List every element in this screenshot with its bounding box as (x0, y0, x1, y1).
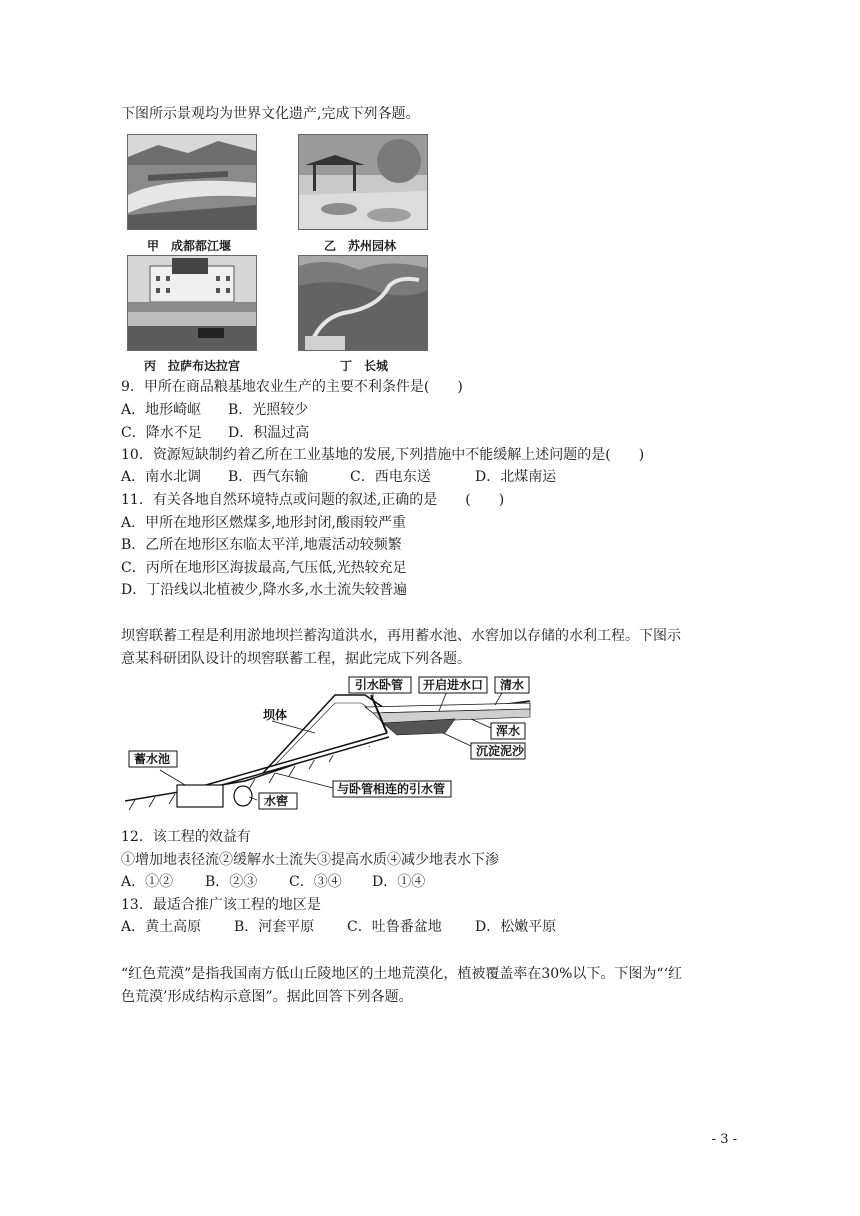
dam-cellar-diagram (125, 673, 535, 819)
option-9a: A．地形崎岖 (121, 402, 202, 418)
option-12a: A．①② (121, 874, 174, 890)
question-9-stem: 9．甲所在商品粮基地农业生产的主要不利条件是( ) (121, 379, 463, 395)
option-12c: C．③④ (289, 874, 342, 890)
option-9c: C．降水不足 (121, 425, 202, 441)
caption-bing: 丙 拉萨布达拉宫 (144, 359, 241, 373)
label-kaiqi: 开启进水口 (423, 678, 484, 692)
intro-text-2-line2: 意某科研团队设计的坝窖联蓄工程，据此完成下列各题。 (121, 651, 471, 667)
caption-jia: 甲 成都都江堰 (147, 239, 232, 253)
question-10-stem: 10．资源短缺制约着乙所在工业基地的发展,下列措施中不能缓解上述问题的是( ) (121, 447, 645, 463)
question-12-options (121, 873, 425, 891)
label-xushuichi: 蓄水池 (134, 752, 171, 766)
option-11a: A．甲所在地形区燃煤多,地形封闭,酸雨较严重 (121, 515, 407, 531)
option-10a: A．南水北调 (121, 469, 202, 485)
photo-dujiangyan (127, 134, 257, 230)
question-10-options (121, 468, 556, 486)
option-11d: D．丁沿线以北植被少,降水多,水土流失较普遍 (121, 582, 408, 598)
intro-text-3-line1: “红色荒漠”是指我国南方低山丘陵地区的土地荒漠化，植被覆盖率在30%以下。下图为“‘红 (121, 966, 683, 982)
page-number: - 3 - (711, 1132, 737, 1147)
option-13c: C．吐鲁番盆地 (347, 919, 442, 935)
caption-ding: 丁 长城 (340, 359, 389, 373)
option-11b: B．乙所在地形区东临太平洋,地震活动较频繁 (121, 537, 402, 553)
label-bati: 坝体 (263, 708, 288, 722)
label-yinshui: 引水卧管 (355, 678, 404, 692)
option-9d: D．积温过高 (228, 425, 310, 441)
photo-suzhou-garden (298, 134, 428, 230)
option-13b: B．河套平原 (234, 919, 315, 935)
option-10c: C．西电东送 (350, 469, 431, 485)
question-13-options (121, 918, 556, 936)
option-10d: D．北煤南运 (475, 469, 557, 485)
question-12-stem: 12．该工程的效益有 (121, 829, 251, 845)
option-13a: A．黄土高原 (121, 919, 202, 935)
option-12b: B．②③ (205, 874, 258, 890)
option-10b: B．西气东输 (228, 469, 309, 485)
question-9-options-row1 (121, 401, 308, 419)
option-11c: C．丙所在地形区海拔最高,气压低,光热较充足 (121, 560, 407, 576)
label-yinshuiguan: 与卧管相连的引水管 (337, 782, 446, 796)
photo-great-wall (298, 255, 428, 351)
label-hunshui: 浑水 (496, 724, 521, 738)
option-9b: B．光照较少 (228, 402, 309, 418)
question-11-stem: 11．有关各地自然环境特点或问题的叙述,正确的是 ( ) (121, 492, 505, 508)
question-9-options-row2 (121, 424, 309, 442)
label-qingshui: 清水 (500, 678, 525, 692)
label-shuijiao: 水窖 (264, 794, 289, 808)
option-13d: D．松嫩平原 (475, 919, 557, 935)
photo-potala-palace (127, 255, 257, 351)
option-12d: D．①④ (372, 874, 426, 890)
question-13-stem: 13．最适合推广该工程的地区是 (121, 897, 321, 913)
intro-text-2-line1: 坝窖联蓄工程是利用淤地坝拦蓄沟道洪水，再用蓄水池、水窖加以存储的水利工程。下图示 (121, 628, 681, 644)
intro-text-1: 下图所示景观均为世界文化遗产,完成下列各题。 (121, 106, 420, 122)
caption-yi: 乙 苏州园林 (324, 239, 397, 253)
label-chendian: 沉淀泥沙 (476, 744, 525, 758)
question-12-items: ①增加地表径流②缓解水土流失③提高水质④减少地表水下渗 (121, 852, 499, 868)
intro-text-3-line2: 色荒漠’形成结构示意图”。据此回答下列各题。 (121, 989, 413, 1005)
